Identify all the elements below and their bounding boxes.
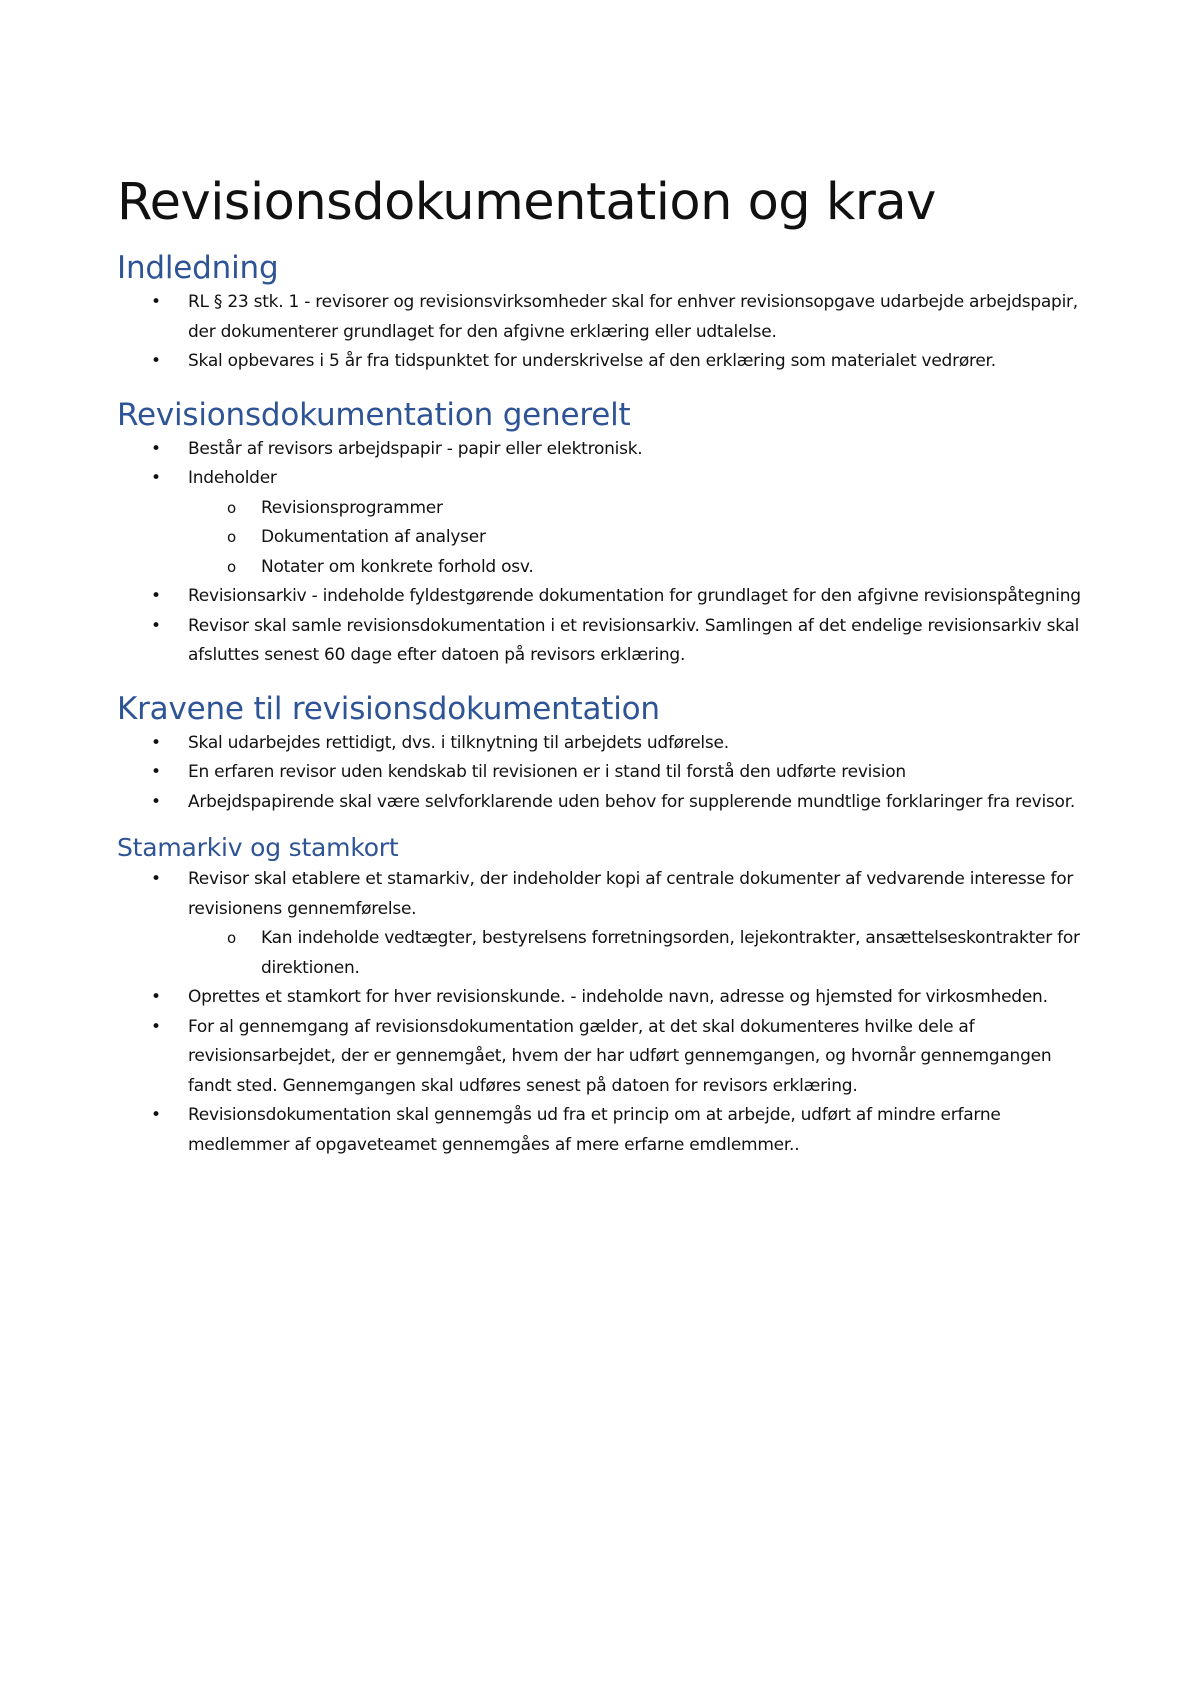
sub-list-item: o Kan indeholde vedtægter, bestyrelsens forretningsorden, lejekontrakter, ansættelseskontrakter for direktionen. [117,924,1092,983]
list-item: • Revisionsdokumentation skal gennemgås ud fra et princip om at arbejde, udført af mindre erfarne medlemmer af opgaveteamet gennemgåes af mere erfarne emdlemmer.. [117,1101,1092,1160]
list-item: • For al gennemgang af revisionsdokumentation gælder, at det skal dokumenteres hvilke dele af revisionsarbejdet, der er gennemgået, hvem der har udført gennemgangen, og hvornår gennemgangen fandt sted. Gennemgangen skal udføres senest på datoen for revisors erklæring. [117,1013,1092,1102]
generelt-list [117,435,1092,671]
subsection-heading-stamarkiv: Stamarkiv og stamkort [117,833,399,862]
list-item: • Arbejdspapirende skal være selvforklarende uden behov for supplerende mundtlige forklaringer fra revisor. [117,788,1092,818]
indledning-list [117,288,1092,377]
list-item: • En erfaren revisor uden kendskab til revisionen er i stand til forstå den udførte revision [117,758,1092,788]
list-item: • Oprettes et stamkort for hver revisionskunde. - indeholde navn, adresse og hjemsted for virkosmheden. [117,983,1092,1013]
list-item: • RL § 23 stk. 1 - revisorer og revisionsvirksomheder skal for enhver revisionsopgave udarbejde arbejdspapir, der dokumenterer grundlaget for den afgivne erklæring eller udtalelse. [117,288,1092,347]
list-item: • Revisor skal etablere et stamarkiv, der indeholder kopi af centrale dokumenter af vedvarende interesse for revisionens gennemførelse. [117,865,1092,924]
stamarkiv-list [117,865,1092,1160]
document-page [117,170,1092,1160]
document-title: Revisionsdokumentation og krav [117,173,936,232]
list-item: • Indeholder [117,464,1092,494]
list-item: • Revisor skal samle revisionsdokumentation i et revisionsarkiv. Samlingen af det endelige revisionsarkiv skal afsluttes senest 60 dage efter datoen på revisors erklæring. [117,612,1092,671]
list-item: • Skal opbevares i 5 år fra tidspunktet for underskrivelse af den erklæring som materialet vedrører. [117,347,1092,377]
sub-list-item: o Dokumentation af analyser [117,523,1092,553]
list-item: • Revisionsarkiv - indeholde fyldestgørende dokumentation for grundlaget for den afgivne revisionspåtegning [117,582,1092,612]
list-item: • Skal udarbejdes rettidigt, dvs. i tilknytning til arbejdets udførelse. [117,729,1092,759]
sub-list-item: o Notater om konkrete forhold osv. [117,553,1092,583]
list-item: • Består af revisors arbejdspapir - papir eller elektronisk. [117,435,1092,465]
section-heading-indledning: Indledning [117,250,279,286]
section-heading-kravene: Kravene til revisionsdokumentation [117,690,660,727]
kravene-list [117,729,1092,818]
sub-list-item: o Revisionsprogrammer [117,494,1092,524]
section-heading-generelt: Revisionsdokumentation generelt [117,396,631,433]
